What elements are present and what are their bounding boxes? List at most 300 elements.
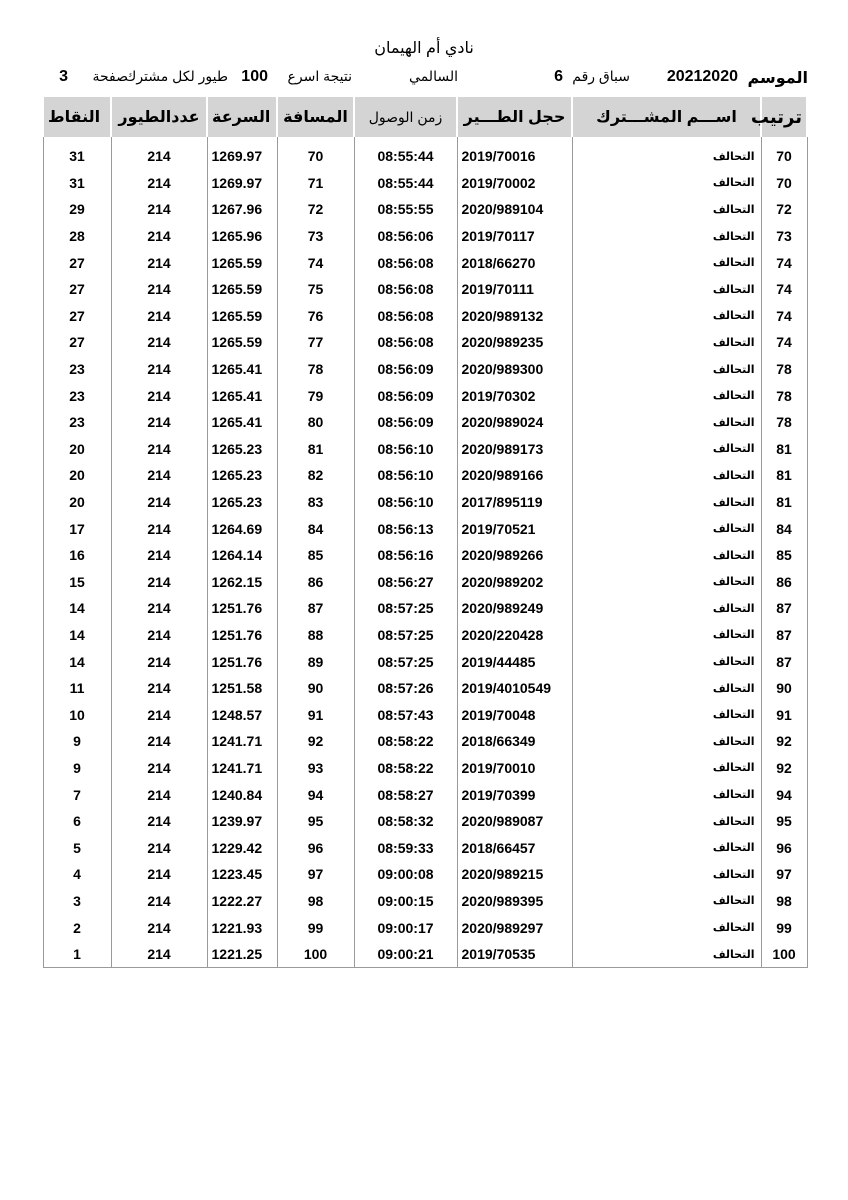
cell-bird-count: 214 (111, 436, 207, 463)
cell-speed: 1265.59 (207, 329, 277, 356)
result-label: نتيجة اسرع (287, 68, 352, 84)
cell-participant: التحالف (572, 489, 761, 516)
cell-bird-count: 214 (111, 595, 207, 622)
cell-speed: 1248.57 (207, 701, 277, 728)
cell-points: 4 (43, 861, 111, 888)
cell-ring: 2017/895119 (457, 489, 572, 516)
cell-rank: 74 (761, 329, 807, 356)
cell-rank: 98 (761, 888, 807, 915)
cell-participant: التحالف (572, 356, 761, 383)
cell-distance: 74 (277, 249, 354, 276)
cell-rank: 100 (761, 941, 807, 968)
table-row (43, 382, 807, 409)
cell-ring: 2018/66457 (457, 834, 572, 861)
cell-arrival-time: 08:56:10 (354, 462, 457, 489)
cell-arrival-time: 08:56:06 (354, 223, 457, 250)
cell-speed: 1251.58 (207, 675, 277, 702)
cell-speed: 1264.69 (207, 515, 277, 542)
cell-speed: 1265.59 (207, 249, 277, 276)
cell-speed: 1221.93 (207, 914, 277, 941)
cell-points: 10 (43, 701, 111, 728)
cell-arrival-time: 08:55:55 (354, 196, 457, 223)
cell-bird-count: 214 (111, 489, 207, 516)
cell-speed: 1241.71 (207, 728, 277, 755)
cell-distance: 85 (277, 542, 354, 569)
cell-points: 27 (43, 303, 111, 330)
cell-ring: 2018/66349 (457, 728, 572, 755)
cell-participant: التحالف (572, 861, 761, 888)
cell-bird-count: 214 (111, 276, 207, 303)
cell-participant: التحالف (572, 409, 761, 436)
cell-distance: 88 (277, 622, 354, 649)
cell-points: 27 (43, 249, 111, 276)
cell-bird-count: 214 (111, 781, 207, 808)
cell-bird-count: 214 (111, 648, 207, 675)
cell-bird-count: 214 (111, 861, 207, 888)
cell-rank: 81 (761, 489, 807, 516)
cell-distance: 75 (277, 276, 354, 303)
cell-participant: التحالف (572, 941, 761, 968)
cell-participant: التحالف (572, 249, 761, 276)
cell-distance: 95 (277, 808, 354, 835)
cell-arrival-time: 08:56:09 (354, 356, 457, 383)
cell-points: 28 (43, 223, 111, 250)
cell-distance: 76 (277, 303, 354, 330)
cell-ring: 2020/989087 (457, 808, 572, 835)
cell-speed: 1265.23 (207, 436, 277, 463)
cell-speed: 1265.41 (207, 409, 277, 436)
cell-distance: 100 (277, 941, 354, 968)
cell-points: 6 (43, 808, 111, 835)
cell-ring: 2019/70117 (457, 223, 572, 250)
table-row (43, 941, 807, 968)
birds-per-participant-label: طيور لكل مشترك (124, 68, 228, 84)
cell-arrival-time: 08:57:26 (354, 675, 457, 702)
cell-points: 2 (43, 914, 111, 941)
cell-bird-count: 214 (111, 728, 207, 755)
cell-speed: 1269.97 (207, 143, 277, 170)
cell-points: 27 (43, 276, 111, 303)
header-rank: ترتيب (761, 97, 807, 137)
cell-distance: 93 (277, 755, 354, 782)
cell-ring: 2020/989215 (457, 861, 572, 888)
cell-ring: 2020/989173 (457, 436, 572, 463)
page-label: صفحة (92, 68, 128, 84)
table-row (43, 329, 807, 356)
cell-distance: 84 (277, 515, 354, 542)
cell-ring: 2018/66270 (457, 249, 572, 276)
table-row (43, 648, 807, 675)
cell-rank: 86 (761, 569, 807, 596)
cell-points: 16 (43, 542, 111, 569)
cell-arrival-time: 08:58:22 (354, 755, 457, 782)
cell-participant: التحالف (572, 515, 761, 542)
cell-participant: التحالف (572, 728, 761, 755)
header-points: النقاط (43, 97, 111, 137)
table-row (43, 888, 807, 915)
location: السالمي (409, 68, 458, 84)
cell-bird-count: 214 (111, 888, 207, 915)
cell-arrival-time: 08:56:27 (354, 569, 457, 596)
cell-speed: 1240.84 (207, 781, 277, 808)
cell-arrival-time: 09:00:08 (354, 861, 457, 888)
cell-distance: 83 (277, 489, 354, 516)
cell-participant: التحالف (572, 329, 761, 356)
cell-participant: التحالف (572, 888, 761, 915)
cell-bird-count: 214 (111, 170, 207, 197)
cell-speed: 1223.45 (207, 861, 277, 888)
cell-rank: 81 (761, 462, 807, 489)
cell-speed: 1265.59 (207, 303, 277, 330)
cell-distance: 90 (277, 675, 354, 702)
cell-rank: 73 (761, 223, 807, 250)
cell-speed: 1229.42 (207, 834, 277, 861)
cell-ring: 2020/989104 (457, 196, 572, 223)
cell-points: 31 (43, 143, 111, 170)
cell-arrival-time: 09:00:17 (354, 914, 457, 941)
cell-participant: التحالف (572, 834, 761, 861)
cell-arrival-time: 08:56:09 (354, 409, 457, 436)
cell-participant: التحالف (572, 276, 761, 303)
cell-points: 14 (43, 648, 111, 675)
table-row (43, 462, 807, 489)
cell-points: 23 (43, 356, 111, 383)
table-row (43, 303, 807, 330)
cell-participant: التحالف (572, 755, 761, 782)
cell-speed: 1251.76 (207, 648, 277, 675)
race-label: سباق رقم (572, 68, 630, 84)
cell-distance: 72 (277, 196, 354, 223)
cell-bird-count: 214 (111, 701, 207, 728)
header-arrival-time: زمن الوصول (354, 97, 457, 137)
cell-distance: 96 (277, 834, 354, 861)
cell-points: 9 (43, 728, 111, 755)
cell-rank: 74 (761, 249, 807, 276)
cell-distance: 80 (277, 409, 354, 436)
cell-bird-count: 214 (111, 303, 207, 330)
cell-rank: 84 (761, 515, 807, 542)
cell-rank: 91 (761, 701, 807, 728)
table-row (43, 436, 807, 463)
cell-participant: التحالف (572, 462, 761, 489)
cell-participant: التحالف (572, 223, 761, 250)
cell-ring: 2019/44485 (457, 648, 572, 675)
table-row (43, 143, 807, 170)
cell-participant: التحالف (572, 303, 761, 330)
cell-points: 5 (43, 834, 111, 861)
cell-bird-count: 214 (111, 329, 207, 356)
cell-distance: 97 (277, 861, 354, 888)
cell-arrival-time: 08:56:08 (354, 276, 457, 303)
cell-points: 11 (43, 675, 111, 702)
cell-speed: 1239.97 (207, 808, 277, 835)
cell-speed: 1265.41 (207, 382, 277, 409)
cell-distance: 78 (277, 356, 354, 383)
header-distance: المسافة (277, 97, 354, 137)
cell-speed: 1269.97 (207, 170, 277, 197)
cell-arrival-time: 08:58:22 (354, 728, 457, 755)
table-row (43, 409, 807, 436)
cell-points: 23 (43, 382, 111, 409)
cell-bird-count: 214 (111, 462, 207, 489)
cell-distance: 98 (277, 888, 354, 915)
cell-distance: 99 (277, 914, 354, 941)
cell-arrival-time: 08:56:08 (354, 303, 457, 330)
cell-bird-count: 214 (111, 622, 207, 649)
cell-bird-count: 214 (111, 382, 207, 409)
cell-rank: 99 (761, 914, 807, 941)
cell-bird-count: 214 (111, 914, 207, 941)
cell-arrival-time: 08:57:25 (354, 595, 457, 622)
cell-rank: 87 (761, 622, 807, 649)
cell-arrival-time: 08:56:10 (354, 489, 457, 516)
cell-participant: التحالف (572, 542, 761, 569)
table-row (43, 755, 807, 782)
cell-participant: التحالف (572, 675, 761, 702)
table-row (43, 781, 807, 808)
table-row (43, 489, 807, 516)
table-row (43, 728, 807, 755)
cell-arrival-time: 08:57:25 (354, 648, 457, 675)
cell-bird-count: 214 (111, 542, 207, 569)
table-row (43, 356, 807, 383)
cell-rank: 87 (761, 648, 807, 675)
season-label: الموسم (747, 70, 808, 87)
header-speed: السرعة (207, 97, 277, 137)
cell-rank: 74 (761, 276, 807, 303)
cell-distance: 86 (277, 569, 354, 596)
cell-speed: 1251.76 (207, 595, 277, 622)
cell-participant: التحالف (572, 648, 761, 675)
cell-points: 15 (43, 569, 111, 596)
cell-speed: 1251.76 (207, 622, 277, 649)
cell-distance: 82 (277, 462, 354, 489)
cell-speed: 1241.71 (207, 755, 277, 782)
cell-bird-count: 214 (111, 223, 207, 250)
cell-distance: 73 (277, 223, 354, 250)
cell-rank: 95 (761, 808, 807, 835)
cell-speed: 1265.59 (207, 276, 277, 303)
cell-points: 9 (43, 755, 111, 782)
cell-participant: التحالف (572, 196, 761, 223)
cell-speed: 1265.23 (207, 489, 277, 516)
club-name: نادي أم الهيمان (374, 40, 474, 57)
cell-distance: 91 (277, 701, 354, 728)
cell-arrival-time: 08:56:16 (354, 542, 457, 569)
cell-arrival-time: 08:56:10 (354, 436, 457, 463)
cell-ring: 2020/989266 (457, 542, 572, 569)
cell-rank: 81 (761, 436, 807, 463)
cell-points: 3 (43, 888, 111, 915)
cell-points: 1 (43, 941, 111, 968)
cell-points: 23 (43, 409, 111, 436)
cell-rank: 78 (761, 356, 807, 383)
cell-participant: التحالف (572, 436, 761, 463)
cell-rank: 96 (761, 834, 807, 861)
cell-distance: 70 (277, 143, 354, 170)
cell-bird-count: 214 (111, 196, 207, 223)
header-ring: حجل الطـــير (457, 97, 572, 137)
table-row (43, 808, 807, 835)
cell-points: 14 (43, 595, 111, 622)
cell-participant: التحالف (572, 914, 761, 941)
cell-speed: 1265.96 (207, 223, 277, 250)
season-value: 20212020 (666, 68, 738, 85)
table-row (43, 675, 807, 702)
table-row (43, 515, 807, 542)
table-row (43, 701, 807, 728)
cell-arrival-time: 08:56:08 (354, 249, 457, 276)
cell-bird-count: 214 (111, 834, 207, 861)
cell-arrival-time: 08:56:09 (354, 382, 457, 409)
cell-arrival-time: 08:57:43 (354, 701, 457, 728)
cell-ring: 2020/989024 (457, 409, 572, 436)
table-row (43, 834, 807, 861)
cell-rank: 72 (761, 196, 807, 223)
cell-points: 29 (43, 196, 111, 223)
cell-distance: 71 (277, 170, 354, 197)
cell-arrival-time: 08:55:44 (354, 143, 457, 170)
table-row (43, 569, 807, 596)
cell-rank: 74 (761, 303, 807, 330)
cell-arrival-time: 08:57:25 (354, 622, 457, 649)
table-row (43, 595, 807, 622)
cell-bird-count: 214 (111, 409, 207, 436)
table-header-row (43, 97, 807, 137)
cell-rank: 85 (761, 542, 807, 569)
cell-bird-count: 214 (111, 569, 207, 596)
table-row (43, 170, 807, 197)
cell-speed: 1222.27 (207, 888, 277, 915)
cell-speed: 1221.25 (207, 941, 277, 968)
cell-speed: 1264.14 (207, 542, 277, 569)
cell-bird-count: 214 (111, 249, 207, 276)
cell-rank: 92 (761, 755, 807, 782)
cell-ring: 2020/989395 (457, 888, 572, 915)
cell-ring: 2019/70048 (457, 701, 572, 728)
cell-distance: 87 (277, 595, 354, 622)
table-row (43, 249, 807, 276)
cell-ring: 2020/989166 (457, 462, 572, 489)
cell-rank: 70 (761, 170, 807, 197)
cell-arrival-time: 08:56:13 (354, 515, 457, 542)
cell-bird-count: 214 (111, 755, 207, 782)
cell-rank: 97 (761, 861, 807, 888)
cell-ring: 2019/70111 (457, 276, 572, 303)
cell-distance: 77 (277, 329, 354, 356)
cell-ring: 2019/70302 (457, 382, 572, 409)
cell-bird-count: 214 (111, 515, 207, 542)
cell-rank: 90 (761, 675, 807, 702)
cell-ring: 2019/70535 (457, 941, 572, 968)
cell-ring: 2020/989235 (457, 329, 572, 356)
cell-points: 20 (43, 489, 111, 516)
cell-points: 20 (43, 462, 111, 489)
cell-distance: 81 (277, 436, 354, 463)
cell-arrival-time: 08:55:44 (354, 170, 457, 197)
table-body (43, 137, 807, 968)
cell-distance: 94 (277, 781, 354, 808)
cell-ring: 2020/989297 (457, 914, 572, 941)
cell-ring: 2019/70002 (457, 170, 572, 197)
cell-arrival-time: 08:59:33 (354, 834, 457, 861)
cell-arrival-time: 08:58:27 (354, 781, 457, 808)
cell-participant: التحالف (572, 595, 761, 622)
page-number: 3 (59, 68, 68, 85)
cell-arrival-time: 08:58:32 (354, 808, 457, 835)
cell-rank: 92 (761, 728, 807, 755)
cell-speed: 1267.96 (207, 196, 277, 223)
table-row (43, 861, 807, 888)
cell-participant: التحالف (572, 808, 761, 835)
results-table (42, 97, 808, 968)
cell-rank: 78 (761, 409, 807, 436)
cell-rank: 87 (761, 595, 807, 622)
cell-participant: التحالف (572, 701, 761, 728)
cell-ring: 2019/70010 (457, 755, 572, 782)
cell-rank: 70 (761, 143, 807, 170)
cell-distance: 92 (277, 728, 354, 755)
cell-speed: 1262.15 (207, 569, 277, 596)
cell-bird-count: 214 (111, 941, 207, 968)
cell-participant: التحالف (572, 781, 761, 808)
cell-ring: 2020/989249 (457, 595, 572, 622)
cell-participant: التحالف (572, 382, 761, 409)
cell-bird-count: 214 (111, 808, 207, 835)
cell-participant: التحالف (572, 622, 761, 649)
cell-ring: 2020/220428 (457, 622, 572, 649)
header-participant: اســـم المشـــترك (572, 97, 761, 137)
cell-arrival-time: 08:56:08 (354, 329, 457, 356)
table-row (43, 196, 807, 223)
cell-distance: 89 (277, 648, 354, 675)
cell-participant: التحالف (572, 143, 761, 170)
cell-points: 27 (43, 329, 111, 356)
cell-ring: 2019/70521 (457, 515, 572, 542)
cell-rank: 94 (761, 781, 807, 808)
cell-bird-count: 214 (111, 143, 207, 170)
cell-ring: 2020/989132 (457, 303, 572, 330)
header-bird-count: عددالطيور (111, 97, 207, 137)
cell-arrival-time: 09:00:15 (354, 888, 457, 915)
cell-points: 20 (43, 436, 111, 463)
table-row (43, 542, 807, 569)
cell-speed: 1265.41 (207, 356, 277, 383)
birds-per-participant-value: 100 (241, 68, 268, 85)
race-info-line (42, 68, 808, 90)
cell-ring: 2019/70016 (457, 143, 572, 170)
cell-points: 31 (43, 170, 111, 197)
table-row (43, 622, 807, 649)
cell-rank: 78 (761, 382, 807, 409)
cell-points: 7 (43, 781, 111, 808)
cell-bird-count: 214 (111, 675, 207, 702)
table-row (43, 914, 807, 941)
cell-points: 17 (43, 515, 111, 542)
race-value: 6 (554, 68, 563, 85)
cell-arrival-time: 09:00:21 (354, 941, 457, 968)
table-row (43, 223, 807, 250)
cell-ring: 2020/989202 (457, 569, 572, 596)
table-row (43, 276, 807, 303)
cell-bird-count: 214 (111, 356, 207, 383)
cell-distance: 79 (277, 382, 354, 409)
cell-ring: 2019/70399 (457, 781, 572, 808)
cell-speed: 1265.23 (207, 462, 277, 489)
cell-ring: 2020/989300 (457, 356, 572, 383)
cell-ring: 2019/4010549 (457, 675, 572, 702)
cell-points: 14 (43, 622, 111, 649)
